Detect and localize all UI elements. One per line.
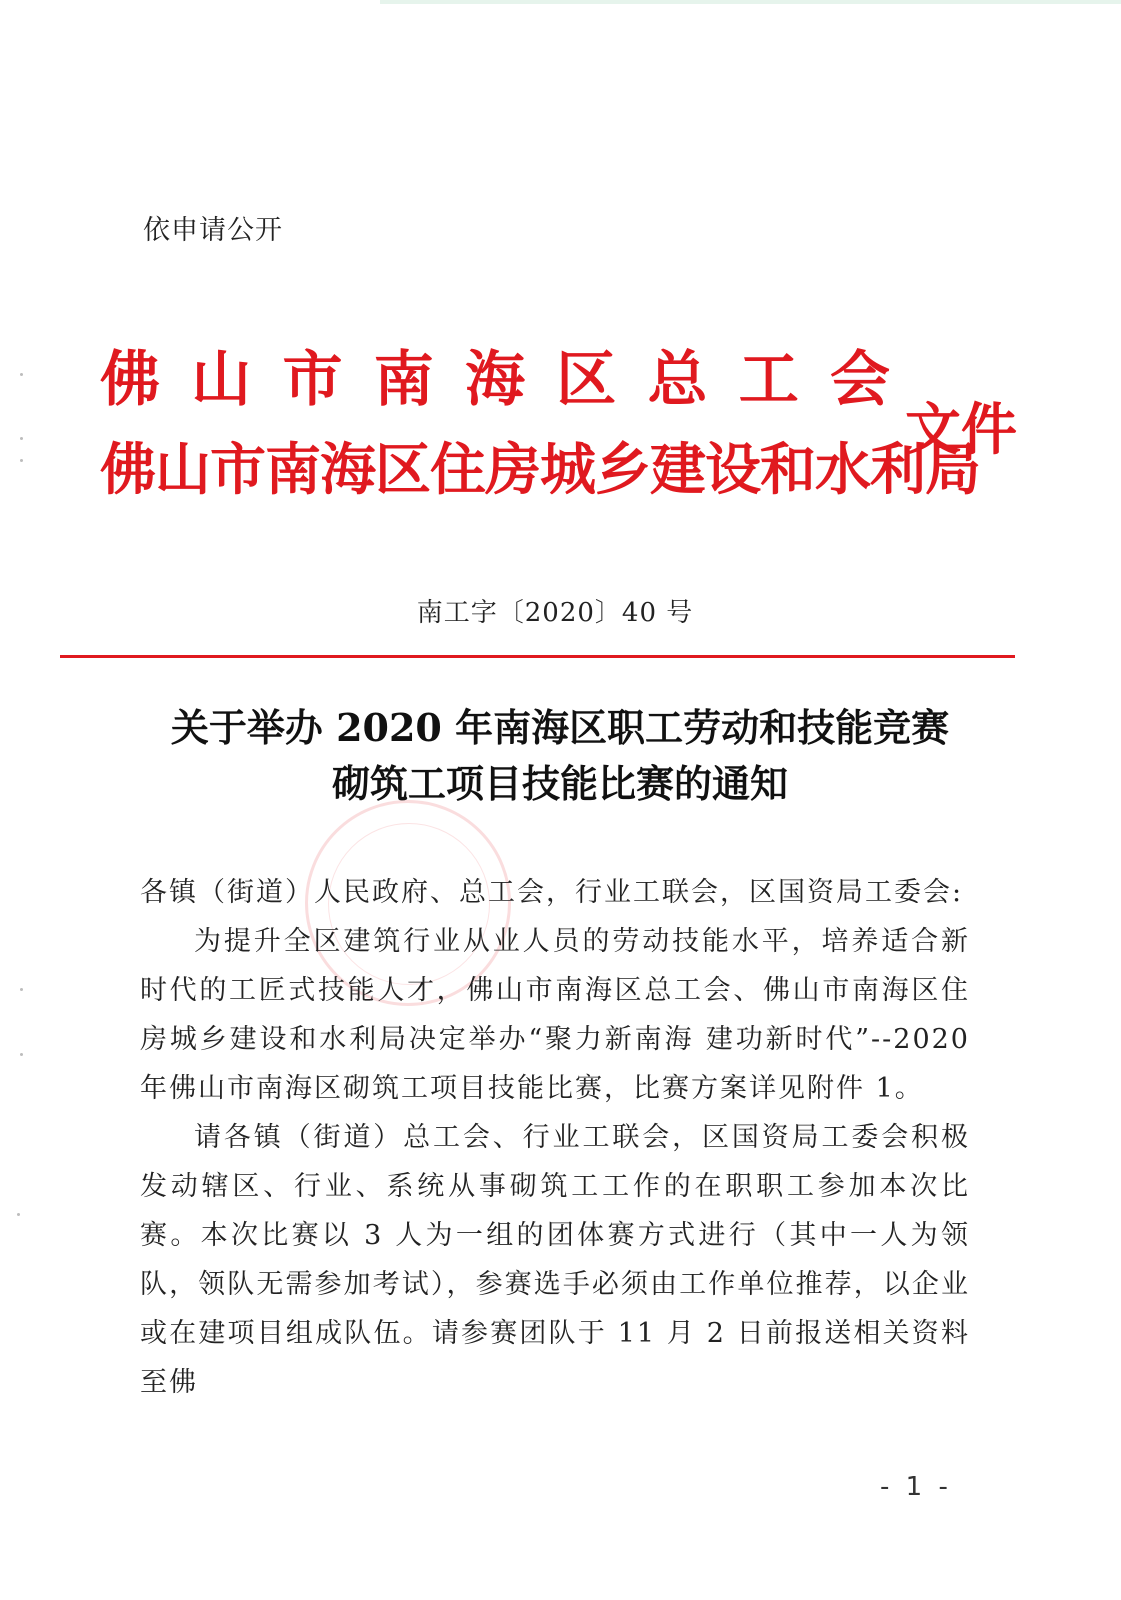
document-suffix: 文件 [905,397,1017,463]
org-line1-char: 总 [647,345,708,415]
notice-title [100,700,1020,812]
margin-speck [20,1053,23,1056]
body-paragraph-2: 请各镇（街道）总工会、行业工联会，区国资局工委会积极发动辖区、行业、系统从事砌筑工工作的在职职工参加本次比赛。本次比赛以 3 人为一组的团体赛方式进行（其中一人为领队，领队无需参加考试），参赛选手必须由工作单位推荐，以企业或在建项目组成队伍。请参赛团队于 11 月 2 日前报送相关资料至佛 [140,1122,970,1398]
notice-title-line2: 砌筑工项目技能比赛的通知 [331,761,788,806]
org-name-trade-union [100,345,890,415]
issuing-organizations-header [100,345,1020,515]
margin-speck [20,988,23,991]
margin-speck [17,1213,20,1216]
document-number: 南工字〔2020〕40 号 [416,598,694,628]
margin-speck [20,459,23,462]
scan-edge-strip [380,0,1121,4]
org-line1-char: 山 [191,345,252,415]
red-separator-line [60,655,1015,658]
org-line1-char: 海 [465,345,525,415]
notice-body [140,868,970,1407]
org-line1-char: 会 [830,345,890,415]
org-line1-char: 佛 [100,345,160,415]
disclosure-label: 依申请公开 [143,215,283,246]
salutation: 各镇（街道）人民政府、总工会，行业工联会，区国资局工委会: [140,877,964,908]
org-line1-char: 市 [282,345,343,415]
page-number: - 1 - [880,1472,952,1502]
margin-speck [20,373,23,376]
notice-title-line1: 关于举办 2020 年南海区职工劳动和技能竞赛 [170,705,950,750]
body-paragraph-1: 为提升全区建筑行业从业人员的劳动技能水平，培养适合新时代的工匠式技能人才，佛山市南海区总工会、佛山市南海区住房城乡建设和水利局决定举办“聚力新南海 建功新时代”--2020 年佛山市南海区砌筑工项目技能比赛，比赛方案详见附件 1。 [140,926,970,1104]
margin-speck [20,437,23,440]
org-line1-char: 南 [373,345,434,415]
org-name-housing-bureau: 佛山市南海区住房城乡建设和水利局 [100,437,980,503]
org-line1-char: 区 [556,345,617,415]
org-line1-char: 工 [738,345,799,415]
